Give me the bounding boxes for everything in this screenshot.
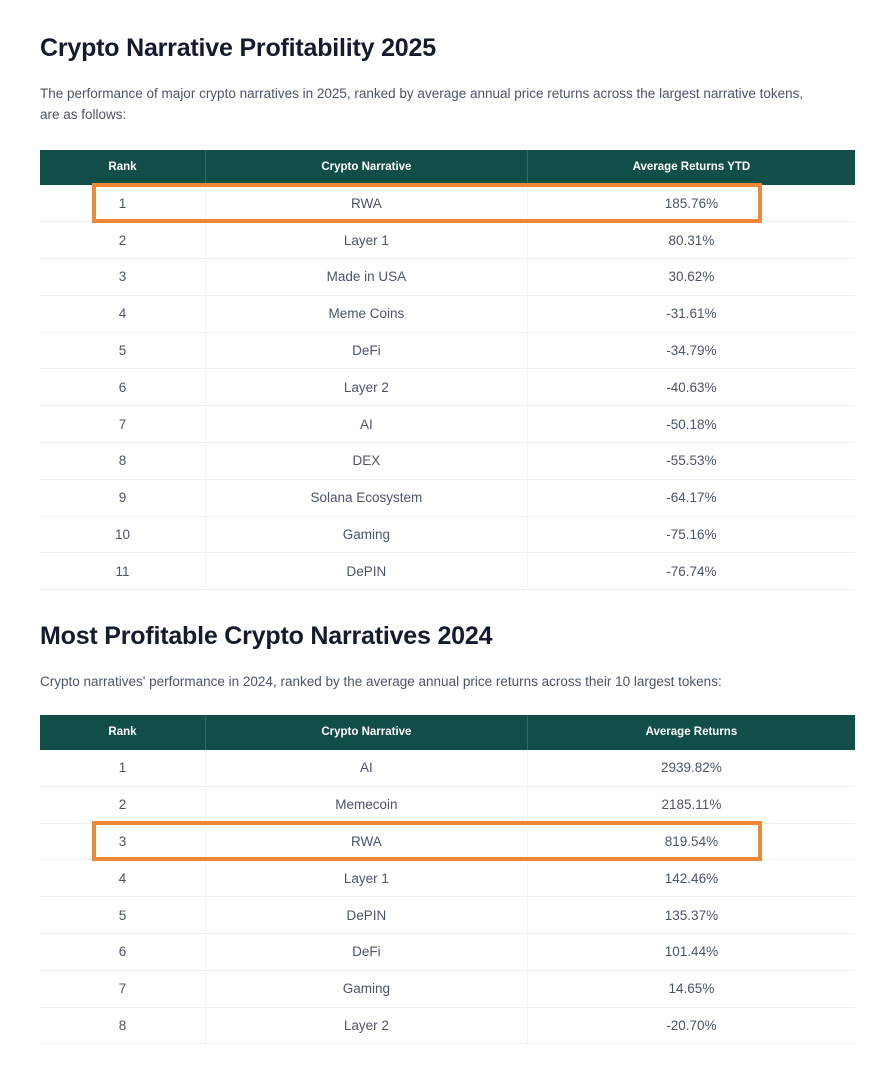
narrative-cell: AI xyxy=(205,750,527,787)
section-2024 xyxy=(40,622,855,1044)
table-row xyxy=(40,406,855,443)
rank-cell: 6 xyxy=(40,934,205,971)
narrative-cell: Meme Coins xyxy=(205,295,527,332)
page-title-2025: Crypto Narrative Profitability 2025 xyxy=(40,34,436,62)
rank-cell: 4 xyxy=(40,295,205,332)
table-2025-header xyxy=(40,150,855,185)
table-row xyxy=(40,259,855,296)
returns-cell: 185.76% xyxy=(527,185,855,222)
narrative-cell: DeFi xyxy=(205,934,527,971)
narrative-cell: Made in USA xyxy=(205,259,527,296)
returns-cell: -55.53% xyxy=(527,443,855,480)
subtitle-2024: Crypto narratives' performance in 2024, ranked by the average annual price returns across their 10 largest tokens: xyxy=(40,673,722,689)
rank-cell: 1 xyxy=(40,185,205,222)
table-2024-wrapper xyxy=(40,715,855,1045)
rank-cell: 8 xyxy=(40,443,205,480)
section-2025 xyxy=(40,34,855,590)
rank-cell: 5 xyxy=(40,897,205,934)
returns-cell: -34.79% xyxy=(527,332,855,369)
narrative-cell: Layer 2 xyxy=(205,369,527,406)
column-header-rank: Rank xyxy=(40,150,205,185)
narrative-cell: Gaming xyxy=(205,516,527,553)
table-row xyxy=(40,553,855,590)
header-row xyxy=(40,150,855,185)
returns-cell: 101.44% xyxy=(527,934,855,971)
narrative-cell: RWA xyxy=(205,185,527,222)
rank-cell: 4 xyxy=(40,860,205,897)
rank-cell: 8 xyxy=(40,1007,205,1044)
narrative-cell: Memecoin xyxy=(205,786,527,823)
column-header-narrative: Crypto Narrative xyxy=(205,715,527,750)
narrative-cell: AI xyxy=(205,406,527,443)
returns-cell: -50.18% xyxy=(527,406,855,443)
rank-cell: 2 xyxy=(40,222,205,259)
rank-cell: 6 xyxy=(40,369,205,406)
narrative-cell: RWA xyxy=(205,823,527,860)
rank-cell: 3 xyxy=(40,259,205,296)
rank-cell: 2 xyxy=(40,786,205,823)
table-2024 xyxy=(40,715,855,1045)
narrative-cell: Gaming xyxy=(205,970,527,1007)
page-title-2024: Most Profitable Crypto Narratives 2024 xyxy=(40,622,493,651)
returns-cell: 14.65% xyxy=(527,970,855,1007)
column-header-returns: Average Returns YTD xyxy=(527,150,855,185)
returns-cell: -64.17% xyxy=(527,479,855,516)
header-row xyxy=(40,715,855,750)
column-header-narrative: Crypto Narrative xyxy=(205,150,527,185)
column-header-returns: Average Returns xyxy=(527,715,855,750)
returns-cell: -76.74% xyxy=(527,553,855,590)
table-2025-body xyxy=(40,185,855,590)
table-row xyxy=(40,786,855,823)
table-row xyxy=(40,185,855,222)
table-row xyxy=(40,479,855,516)
table-row xyxy=(40,934,855,971)
rank-cell: 5 xyxy=(40,332,205,369)
returns-cell: -75.16% xyxy=(527,516,855,553)
returns-cell: 30.62% xyxy=(527,259,855,296)
rank-cell: 3 xyxy=(40,823,205,860)
rank-cell: 7 xyxy=(40,406,205,443)
table-row xyxy=(40,897,855,934)
narrative-cell: DeFi xyxy=(205,332,527,369)
returns-cell: 2939.82% xyxy=(527,750,855,787)
returns-cell: -20.70% xyxy=(527,1007,855,1044)
table-row xyxy=(40,222,855,259)
table-2024-header xyxy=(40,715,855,750)
rank-cell: 11 xyxy=(40,553,205,590)
narrative-cell: Solana Ecosystem xyxy=(205,479,527,516)
narrative-cell: Layer 1 xyxy=(205,860,527,897)
rank-cell: 1 xyxy=(40,750,205,787)
rank-cell: 9 xyxy=(40,479,205,516)
table-row xyxy=(40,970,855,1007)
returns-cell: 135.37% xyxy=(527,897,855,934)
returns-cell: 819.54% xyxy=(527,823,855,860)
table-2024-body xyxy=(40,750,855,1044)
table-row xyxy=(40,1007,855,1044)
rank-cell: 7 xyxy=(40,970,205,1007)
returns-cell: 142.46% xyxy=(527,860,855,897)
table-row xyxy=(40,332,855,369)
table-row xyxy=(40,516,855,553)
narrative-cell: Layer 2 xyxy=(205,1007,527,1044)
subtitle-2025: The performance of major crypto narratives in 2025, ranked by average annual price returns across the largest narrative tokens, are as follows: xyxy=(40,85,804,123)
column-header-rank: Rank xyxy=(40,715,205,750)
table-row xyxy=(40,750,855,787)
returns-cell: -31.61% xyxy=(527,295,855,332)
returns-cell: 2185.11% xyxy=(527,786,855,823)
returns-cell: 80.31% xyxy=(527,222,855,259)
table-row xyxy=(40,369,855,406)
narrative-cell: DePIN xyxy=(205,897,527,934)
rank-cell: 10 xyxy=(40,516,205,553)
table-2025-wrapper xyxy=(40,150,855,590)
table-row xyxy=(40,860,855,897)
table-2025 xyxy=(40,150,855,590)
narrative-cell: DePIN xyxy=(205,553,527,590)
table-row xyxy=(40,295,855,332)
table-row xyxy=(40,443,855,480)
narrative-cell: DEX xyxy=(205,443,527,480)
returns-cell: -40.63% xyxy=(527,369,855,406)
table-row xyxy=(40,823,855,860)
narrative-cell: Layer 1 xyxy=(205,222,527,259)
